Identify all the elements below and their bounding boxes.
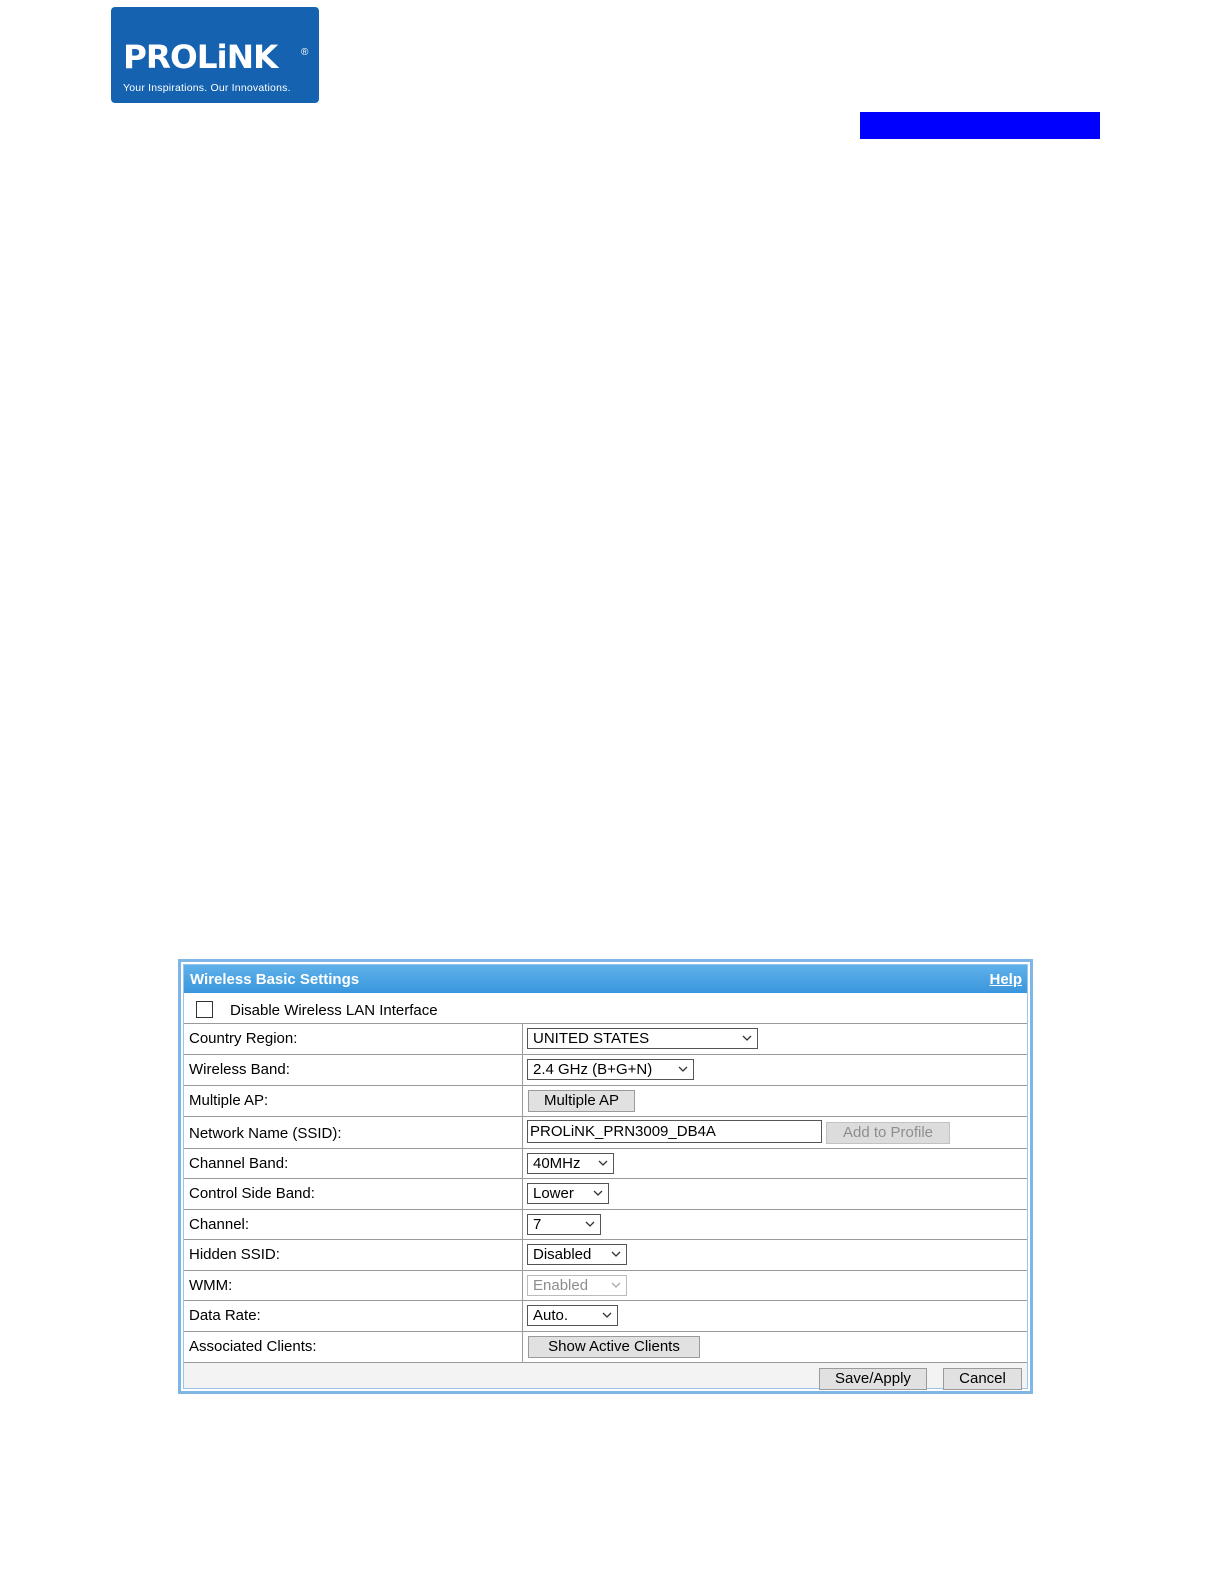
column-divider bbox=[522, 1240, 523, 1270]
wireless-basic-settings-panel bbox=[178, 959, 1033, 1394]
disable-wlan-label: Disable Wireless LAN Interface bbox=[230, 1002, 438, 1019]
prolink-logo bbox=[111, 7, 319, 103]
hidden-ssid-value: Disabled bbox=[533, 1246, 592, 1263]
chevron-down-icon bbox=[678, 1065, 688, 1073]
logo-brand-text: PROLiNK bbox=[123, 38, 278, 76]
wireless-band-row bbox=[184, 1054, 1027, 1085]
ssid-input[interactable] bbox=[527, 1120, 822, 1143]
header-accent-bar bbox=[860, 112, 1100, 139]
channel-band-row bbox=[184, 1148, 1027, 1178]
control-side-band-select[interactable] bbox=[527, 1183, 609, 1204]
ssid-label: Network Name (SSID): bbox=[189, 1125, 342, 1142]
channel-label: Channel: bbox=[189, 1216, 250, 1233]
chevron-down-icon bbox=[742, 1034, 752, 1042]
country-region-row bbox=[184, 1023, 1027, 1054]
control-side-band-label: Control Side Band: bbox=[189, 1185, 315, 1202]
panel-header bbox=[184, 965, 1027, 993]
channel-row bbox=[184, 1209, 1027, 1239]
chevron-down-icon bbox=[602, 1311, 612, 1319]
channel-band-label: Channel Band: bbox=[189, 1155, 289, 1172]
chevron-down-icon bbox=[598, 1159, 608, 1167]
country-region-select[interactable] bbox=[527, 1028, 758, 1049]
multiple-ap-label: Multiple AP: bbox=[189, 1092, 269, 1109]
multiple-ap-button[interactable]: Multiple AP bbox=[528, 1090, 635, 1112]
logo-registered-mark: ® bbox=[301, 47, 309, 58]
channel-value: 7 bbox=[533, 1216, 542, 1233]
data-rate-row bbox=[184, 1300, 1027, 1331]
column-divider bbox=[522, 1086, 523, 1116]
cancel-button[interactable]: Cancel bbox=[943, 1368, 1022, 1390]
add-to-profile-button[interactable]: Add to Profile bbox=[826, 1122, 950, 1144]
country-region-value: UNITED STATES bbox=[533, 1030, 650, 1047]
data-rate-label: Data Rate: bbox=[189, 1307, 261, 1324]
panel-body bbox=[183, 964, 1028, 1389]
column-divider bbox=[522, 1055, 523, 1085]
hidden-ssid-label: Hidden SSID: bbox=[189, 1246, 280, 1263]
wmm-value: Enabled bbox=[533, 1277, 589, 1294]
chevron-down-icon bbox=[585, 1220, 595, 1228]
channel-select[interactable] bbox=[527, 1214, 601, 1235]
wireless-band-label: Wireless Band: bbox=[189, 1061, 290, 1078]
logo-tagline: Your Inspirations. Our Innovations. bbox=[123, 82, 291, 94]
panel-title: Wireless Basic Settings bbox=[190, 971, 360, 988]
panel-footer bbox=[184, 1362, 1027, 1388]
hidden-ssid-select[interactable] bbox=[527, 1244, 627, 1265]
ssid-value: PROLiNK_PRN3009_DB4A bbox=[530, 1123, 716, 1140]
column-divider bbox=[522, 1179, 523, 1209]
column-divider bbox=[522, 1117, 523, 1148]
disable-wlan-checkbox[interactable] bbox=[196, 1001, 213, 1018]
channel-band-select[interactable] bbox=[527, 1153, 614, 1174]
hidden-ssid-row bbox=[184, 1239, 1027, 1270]
column-divider bbox=[522, 1332, 523, 1362]
disable-wlan-row bbox=[184, 993, 1027, 1023]
column-divider bbox=[522, 1149, 523, 1178]
chevron-down-icon bbox=[611, 1281, 621, 1289]
show-active-clients-button[interactable]: Show Active Clients bbox=[528, 1336, 700, 1358]
channel-band-value: 40MHz bbox=[533, 1155, 581, 1172]
chevron-down-icon bbox=[593, 1189, 603, 1197]
column-divider bbox=[522, 1271, 523, 1300]
multiple-ap-row bbox=[184, 1085, 1027, 1116]
control-side-band-value: Lower bbox=[533, 1185, 574, 1202]
chevron-down-icon bbox=[611, 1250, 621, 1258]
column-divider bbox=[522, 1210, 523, 1239]
column-divider bbox=[522, 1024, 523, 1054]
ssid-row bbox=[184, 1116, 1027, 1148]
data-rate-select[interactable] bbox=[527, 1305, 618, 1326]
data-rate-value: Auto. bbox=[533, 1307, 569, 1324]
help-link[interactable]: Help bbox=[989, 971, 1022, 988]
wmm-row bbox=[184, 1270, 1027, 1300]
associated-clients-label: Associated Clients: bbox=[189, 1338, 317, 1355]
country-region-label: Country Region: bbox=[189, 1030, 298, 1047]
wmm-select bbox=[527, 1275, 627, 1296]
wireless-band-select[interactable] bbox=[527, 1059, 694, 1080]
save-apply-button[interactable]: Save/Apply bbox=[819, 1368, 927, 1390]
column-divider bbox=[522, 1301, 523, 1331]
associated-clients-row bbox=[184, 1331, 1027, 1362]
wireless-band-value: 2.4 GHz (B+G+N) bbox=[533, 1061, 653, 1078]
control-side-band-row bbox=[184, 1178, 1027, 1209]
wmm-label: WMM: bbox=[189, 1277, 233, 1294]
